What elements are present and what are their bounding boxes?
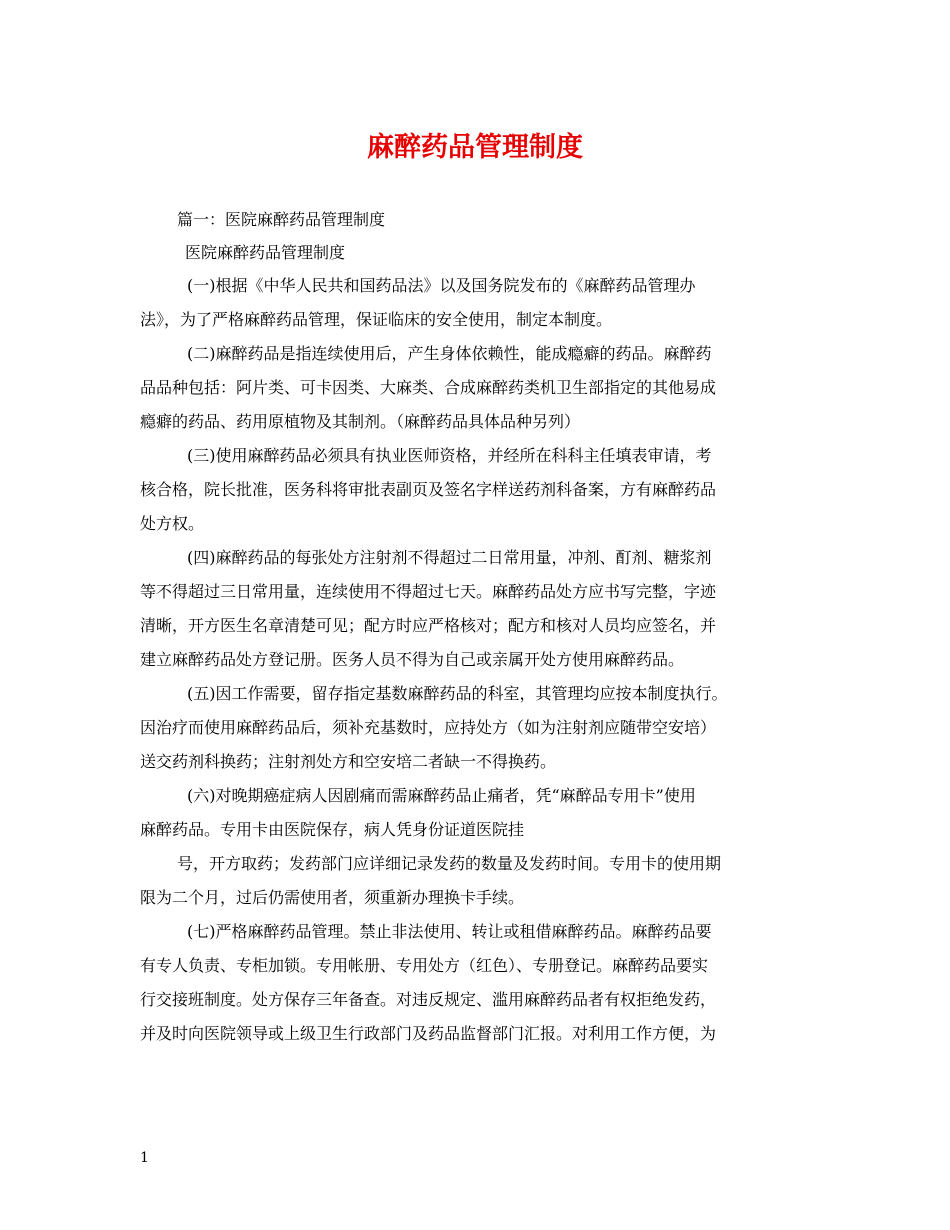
- paragraph-line: 并及时向医院领导或上级卫生行政部门及药品监督部门汇报。对利用工作方便，为: [140, 1024, 717, 1043]
- paragraph-line: 法》，为了严格麻醉药品管理，保证临床的安全使用，制定本制度。: [140, 310, 613, 329]
- paragraph-line: (二)麻醉药品是指连续使用后，产生身体依赖性，能成瘾癖的药品。麻醉药: [187, 344, 712, 363]
- paragraph-line: (七)严格麻醉药品管理。禁止非法使用、转让或租借麻醉药品。麻醉药品要: [187, 922, 712, 941]
- paragraph-line: 核合格，院长批准，医务科将审批表副页及签名字样送药剂科备案，方有麻醉药品: [140, 480, 717, 499]
- paragraph-line: (一)根据《中华人民共和国药品法》以及国务院发布的《麻醉药品管理办: [187, 276, 696, 295]
- paragraph-line: 瘾癖的药品、药用原植物及其制剂。（麻醉药品具体品种另列）: [140, 412, 581, 431]
- paragraph-line: 限为二个月，过后仍需使用者，须重新办理换卡手续。: [140, 888, 525, 907]
- paragraph-line: 号，开方取药；发药部门应详细记录发药的数量及发药时间。专用卡的使用期: [177, 854, 722, 873]
- document-title: 麻醉药品管理制度: [367, 132, 583, 163]
- article-heading: 篇一：医院麻醉药品管理制度: [177, 210, 386, 229]
- paragraph-line: (六)对晚期癌症病人因剧痛而需麻醉药品止痛者，凭“麻醉品专用卡”使用: [187, 786, 696, 805]
- paragraph-line: 品品种包括：阿片类、可卡因类、大麻类、合成麻醉药类机卫生部指定的其他易成: [140, 378, 717, 397]
- paragraph-line: (四)麻醉药品的每张处方注射剂不得超过二日常用量，冲剂、酊剂、糖浆剂: [187, 548, 712, 567]
- paragraph-line: (三)使用麻醉药品必须具有执业医师资格，并经所在科科主任填表审请，考: [187, 446, 712, 465]
- paragraph-line: 送交药剂科换药；注射剂处方和空安培二者缺一不得换药。: [140, 752, 557, 771]
- paragraph-line: 因治疗而使用麻醉药品后，须补充基数时，应持处方（如为注射剂应随带空安培）: [140, 718, 717, 737]
- paragraph-line: 麻醉药品。专用卡由医院保存，病人凭身份证道医院挂: [140, 820, 525, 839]
- paragraph-line: 等不得超过三日常用量，连续使用不得超过七天。麻醉药品处方应书写完整，字迹: [140, 582, 717, 601]
- paragraph-line: 行交接班制度。处方保存三年备查。对违反规定、滥用麻醉药品者有权拒绝发药，: [140, 990, 717, 1009]
- paragraph-line: 清晰，开方医生名章清楚可见；配方时应严格核对；配方和核对人员均应签名，并: [140, 616, 717, 635]
- paragraph-line: (五)因工作需要，留存指定基数麻醉药品的科室，其管理均应按本制度执行。: [187, 684, 728, 703]
- paragraph-line: 建立麻醉药品处方登记册。医务人员不得为自己或亲属开处方使用麻醉药品。: [140, 650, 685, 669]
- section-heading: 医院麻醉药品管理制度: [185, 243, 346, 262]
- paragraph-line: 有专人负责、专柜加锁。专用帐册、专用处方（红色）、专册登记。麻醉药品要实: [140, 956, 709, 975]
- paragraph-line: 处方权。: [140, 514, 205, 533]
- page-number: 1: [140, 1150, 149, 1166]
